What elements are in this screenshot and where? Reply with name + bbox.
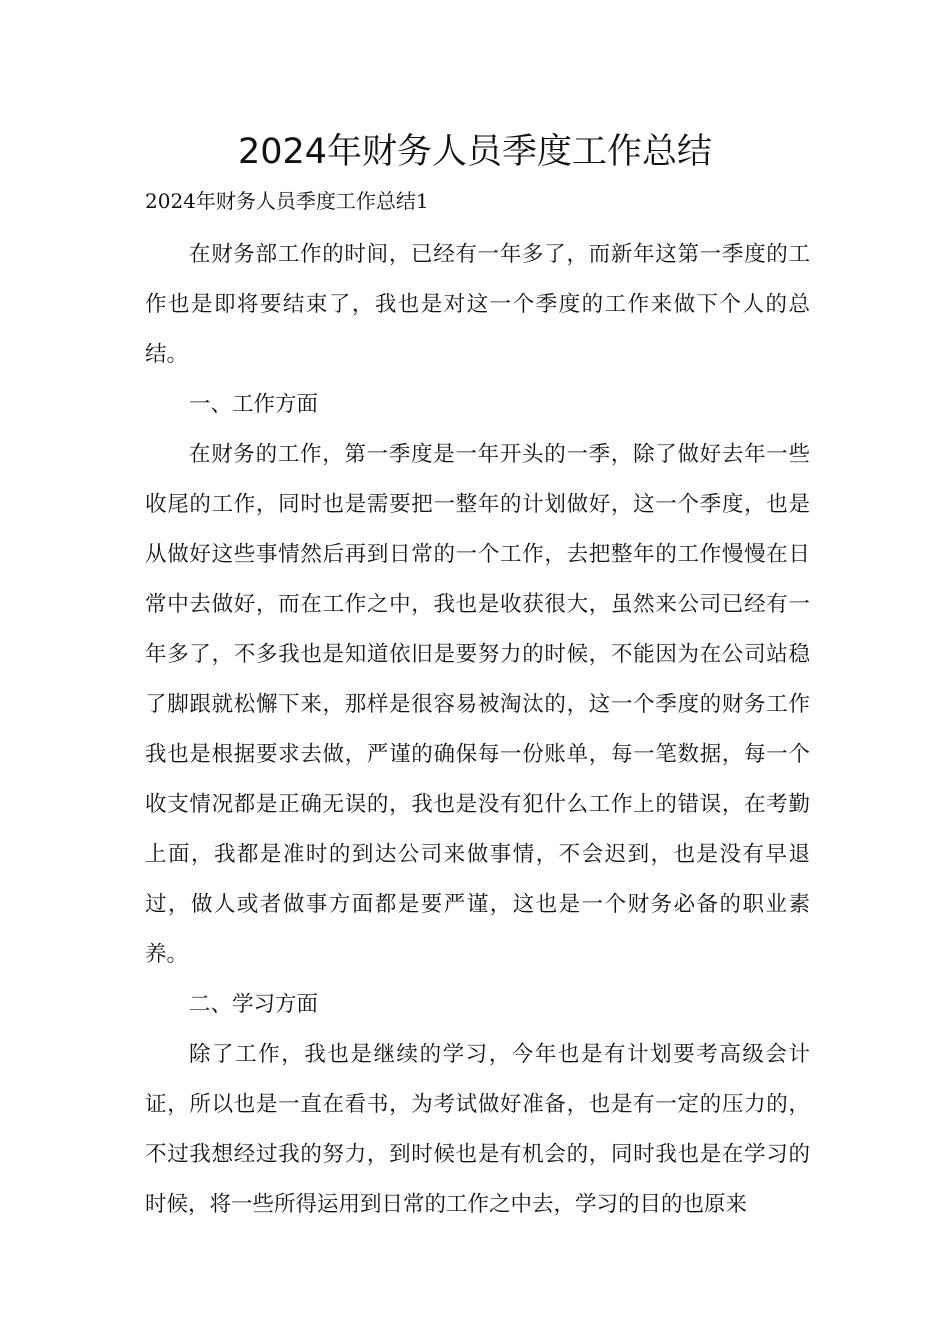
document-body bbox=[145, 230, 810, 1230]
section-heading-work: 一、工作方面 bbox=[189, 392, 319, 417]
work-paragraph: 在财务的工作，第一季度是一年开头的一季，除了做好去年一些收尾的工作，同时也是需要把一整年的计划做好，这一个季度，也是从做好这些事情然后再到日常的一个工作，去把整年的工作慢慢在日常中去做好，而在工作之中，我也是收获很大，虽然来公司已经有一年多了，不多我也是知道依旧是要努力的时候，不能因为在公司站稳了脚跟就松懈下来，那样是很容易被淘汰的，这一个季度的财务工作我也是根据要求去做，严谨的确保每一份账单，每一笔数据，每一个收支情况都是正确无误的，我也是没有犯什么工作上的错误，在考勤上面，我都是准时的到达公司来做事情，不会迟到，也是没有早退过，做人或者做事方面都是要严谨，这也是一个财务必备的职业素养。 bbox=[145, 442, 810, 967]
intro-paragraph: 在财务部工作的时间，已经有一年多了，而新年这第一季度的工作也是即将要结束了，我也是对这一个季度的工作来做下个人的总结。 bbox=[145, 242, 810, 367]
study-paragraph: 除了工作，我也是继续的学习，今年也是有计划要考高级会计证，所以也是一直在看书，为考试做好准备，也是有一定的压力的，不过我想经过我的努力，到时候也是有机会的，同时我也是在学习的时候，将一些所得运用到日常的工作之中去，学习的目的也原来 bbox=[145, 1042, 810, 1217]
section-heading-study: 二、学习方面 bbox=[189, 992, 319, 1017]
document-subtitle: 2024年财务人员季度工作总结1 bbox=[145, 189, 429, 213]
document-title: 2024年财务人员季度工作总结 bbox=[237, 132, 713, 172]
